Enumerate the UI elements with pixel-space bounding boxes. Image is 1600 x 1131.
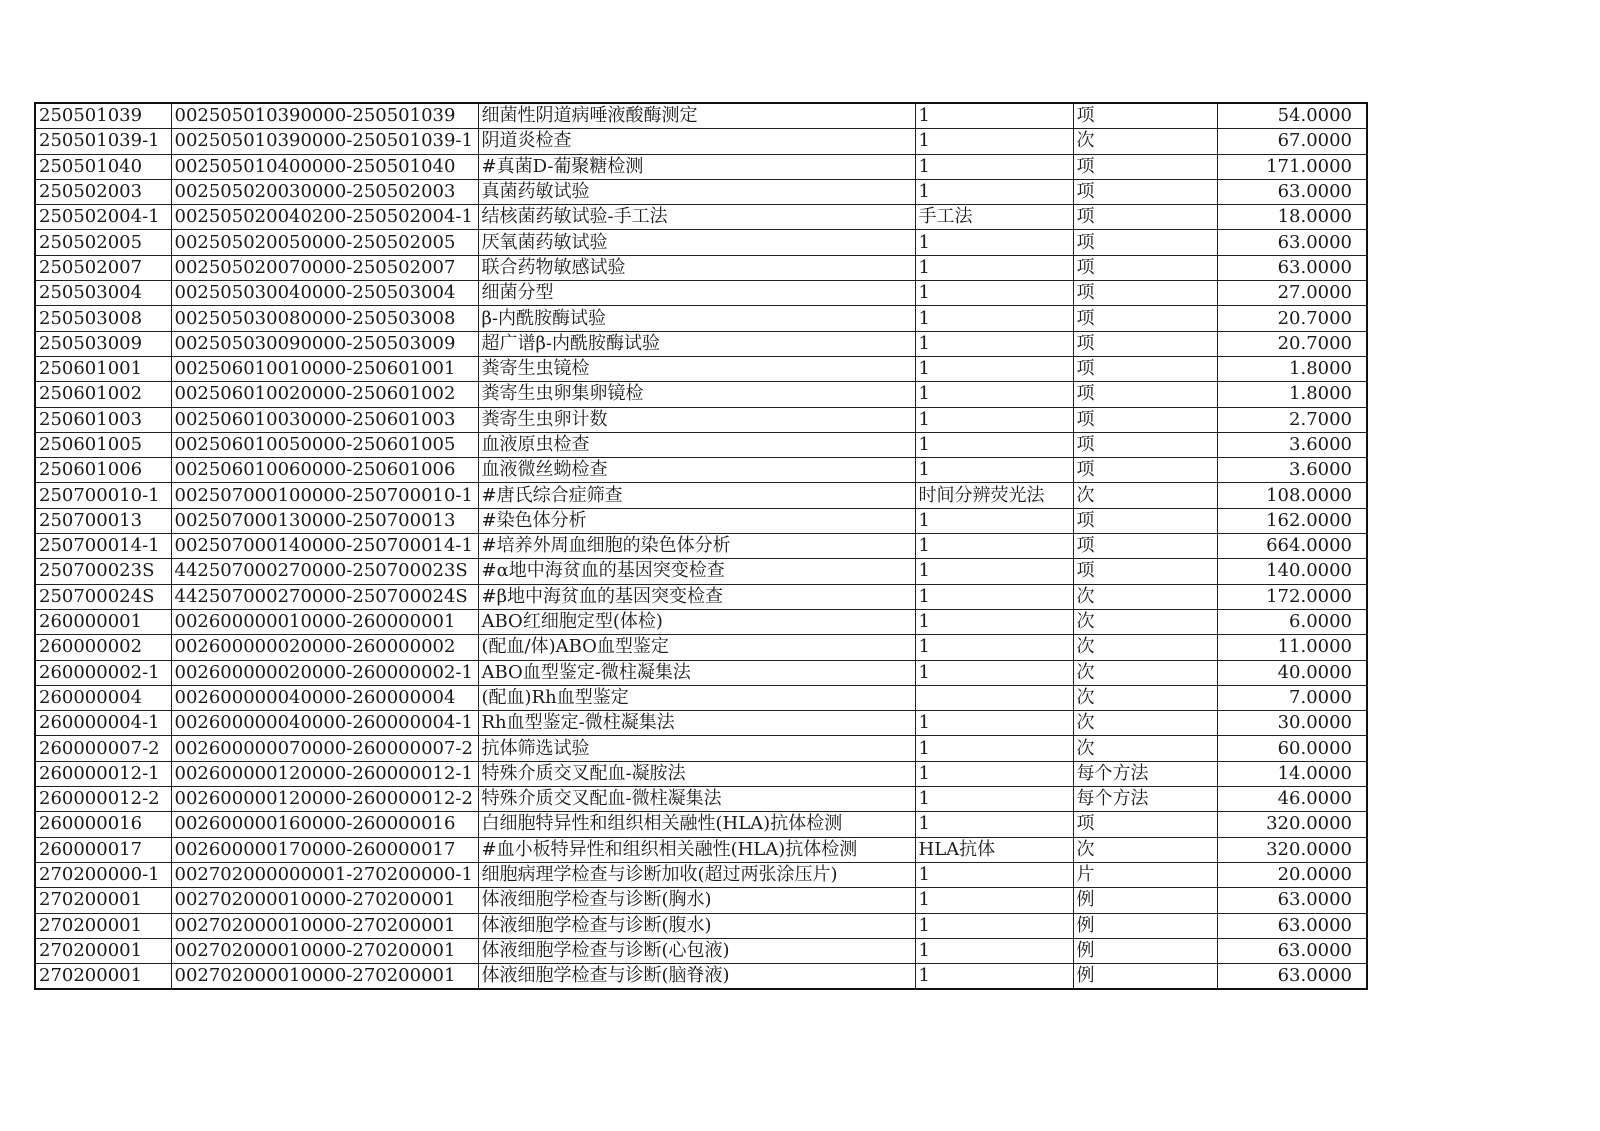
price-cell: 172.0000 (1217, 584, 1367, 609)
method-cell: 1 (915, 230, 1073, 255)
full-code-cell: 002505010390000-250501039 (171, 103, 478, 129)
item-code-cell: 260000012-1 (35, 761, 171, 786)
unit-cell: 项 (1073, 812, 1217, 837)
full-code-cell: 002505020030000-250502003 (171, 179, 478, 204)
unit-cell: 例 (1073, 938, 1217, 963)
unit-cell: 片 (1073, 862, 1217, 887)
table-row (35, 432, 1367, 457)
item-name-cell: 粪寄生虫镜检 (478, 356, 915, 381)
unit-cell: 项 (1073, 458, 1217, 483)
price-cell: 6.0000 (1217, 609, 1367, 634)
item-name-cell: 白细胞特异性和组织相关融性(HLA)抗体检测 (478, 812, 915, 837)
full-code-cell: 002505030080000-250503008 (171, 306, 478, 331)
unit-cell: 次 (1073, 635, 1217, 660)
full-code-cell: 442507000270000-250700023S (171, 559, 478, 584)
unit-cell: 项 (1073, 230, 1217, 255)
item-name-cell: 粪寄生虫卵计数 (478, 407, 915, 432)
unit-cell: 项 (1073, 103, 1217, 129)
full-code-cell: 002702000010000-270200001 (171, 938, 478, 963)
item-code-cell: 250700014-1 (35, 534, 171, 559)
item-code-cell: 250700024S (35, 584, 171, 609)
item-name-cell: 超广谱β-内酰胺酶试验 (478, 331, 915, 356)
table-row (35, 508, 1367, 533)
table-row (35, 103, 1367, 129)
price-cell: 2.7000 (1217, 407, 1367, 432)
price-cell: 46.0000 (1217, 787, 1367, 812)
table-row (35, 483, 1367, 508)
item-code-cell: 250503008 (35, 306, 171, 331)
item-code-cell: 250502004-1 (35, 205, 171, 230)
item-name-cell: 体液细胞学检查与诊断(腹水) (478, 913, 915, 938)
method-cell: 1 (915, 938, 1073, 963)
price-cell: 63.0000 (1217, 888, 1367, 913)
price-cell: 18.0000 (1217, 205, 1367, 230)
method-cell: 1 (915, 255, 1073, 280)
full-code-cell: 002600000010000-260000001 (171, 609, 478, 634)
table-row (35, 938, 1367, 963)
method-cell (915, 685, 1073, 710)
item-code-cell: 250601005 (35, 432, 171, 457)
unit-cell: 项 (1073, 281, 1217, 306)
price-cell: 171.0000 (1217, 154, 1367, 179)
table-row (35, 559, 1367, 584)
item-name-cell: 阴道炎检查 (478, 129, 915, 154)
full-code-cell: 002507000100000-250700010-1 (171, 483, 478, 508)
item-code-cell: 250700010-1 (35, 483, 171, 508)
unit-cell: 次 (1073, 660, 1217, 685)
price-cell: 63.0000 (1217, 230, 1367, 255)
full-code-cell: 002505030090000-250503009 (171, 331, 478, 356)
unit-cell: 次 (1073, 129, 1217, 154)
item-code-cell: 260000004 (35, 685, 171, 710)
table-row (35, 635, 1367, 660)
table-row (35, 736, 1367, 761)
unit-cell: 项 (1073, 205, 1217, 230)
item-code-cell: 270200001 (35, 913, 171, 938)
unit-cell: 次 (1073, 711, 1217, 736)
price-cell: 20.7000 (1217, 331, 1367, 356)
price-cell: 20.0000 (1217, 862, 1367, 887)
method-cell: 1 (915, 913, 1073, 938)
item-code-cell: 250601006 (35, 458, 171, 483)
unit-cell: 例 (1073, 913, 1217, 938)
full-code-cell: 002506010050000-250601005 (171, 432, 478, 457)
item-code-cell: 260000017 (35, 837, 171, 862)
item-code-cell: 260000002-1 (35, 660, 171, 685)
method-cell: 1 (915, 382, 1073, 407)
item-name-cell: 联合药物敏感试验 (478, 255, 915, 280)
full-code-cell: 002600000020000-260000002-1 (171, 660, 478, 685)
method-cell: 1 (915, 559, 1073, 584)
item-code-cell: 250502007 (35, 255, 171, 280)
table-row (35, 888, 1367, 913)
unit-cell: 项 (1073, 154, 1217, 179)
full-code-cell: 002600000070000-260000007-2 (171, 736, 478, 761)
unit-cell: 每个方法 (1073, 787, 1217, 812)
price-cell: 320.0000 (1217, 837, 1367, 862)
unit-cell: 项 (1073, 407, 1217, 432)
unit-cell: 项 (1073, 255, 1217, 280)
table-row (35, 331, 1367, 356)
price-cell: 67.0000 (1217, 129, 1367, 154)
price-cell: 63.0000 (1217, 913, 1367, 938)
method-cell: 1 (915, 761, 1073, 786)
table-row (35, 812, 1367, 837)
price-cell: 54.0000 (1217, 103, 1367, 129)
price-table-body (35, 103, 1367, 989)
table-row (35, 711, 1367, 736)
method-cell: 1 (915, 331, 1073, 356)
full-code-cell: 002702000010000-270200001 (171, 888, 478, 913)
item-name-cell: (配血/体)ABO血型鉴定 (478, 635, 915, 660)
full-code-cell: 002505020050000-250502005 (171, 230, 478, 255)
item-name-cell: #β地中海贫血的基因突变检查 (478, 584, 915, 609)
item-name-cell: 细胞病理学检查与诊断加收(超过两张涂压片) (478, 862, 915, 887)
item-name-cell: 粪寄生虫卵集卵镜检 (478, 382, 915, 407)
item-code-cell: 260000007-2 (35, 736, 171, 761)
method-cell: 1 (915, 154, 1073, 179)
item-code-cell: 260000016 (35, 812, 171, 837)
full-code-cell: 002600000160000-260000016 (171, 812, 478, 837)
full-code-cell: 002506010020000-250601002 (171, 382, 478, 407)
table-row (35, 660, 1367, 685)
item-code-cell: 250700023S (35, 559, 171, 584)
method-cell: 1 (915, 660, 1073, 685)
price-cell: 63.0000 (1217, 255, 1367, 280)
item-name-cell: 血液原虫检查 (478, 432, 915, 457)
unit-cell: 项 (1073, 382, 1217, 407)
method-cell: 1 (915, 635, 1073, 660)
item-code-cell: 260000002 (35, 635, 171, 660)
unit-cell: 次 (1073, 685, 1217, 710)
method-cell: 1 (915, 281, 1073, 306)
unit-cell: 次 (1073, 609, 1217, 634)
price-cell: 664.0000 (1217, 534, 1367, 559)
method-cell: 1 (915, 584, 1073, 609)
item-name-cell: #培养外周血细胞的染色体分析 (478, 534, 915, 559)
item-name-cell: 细菌分型 (478, 281, 915, 306)
full-code-cell: 002702000000001-270200000-1 (171, 862, 478, 887)
full-code-cell: 002600000020000-260000002 (171, 635, 478, 660)
unit-cell: 次 (1073, 736, 1217, 761)
full-code-cell: 002506010010000-250601001 (171, 356, 478, 381)
table-row (35, 205, 1367, 230)
item-code-cell: 270200001 (35, 888, 171, 913)
item-code-cell: 250502003 (35, 179, 171, 204)
table-row (35, 382, 1367, 407)
full-code-cell: 002506010060000-250601006 (171, 458, 478, 483)
unit-cell: 项 (1073, 306, 1217, 331)
price-cell: 1.8000 (1217, 382, 1367, 407)
item-name-cell: 厌氧菌药敏试验 (478, 230, 915, 255)
full-code-cell: 002506010030000-250601003 (171, 407, 478, 432)
item-code-cell: 250501039-1 (35, 129, 171, 154)
method-cell: 1 (915, 711, 1073, 736)
method-cell: 1 (915, 534, 1073, 559)
item-name-cell: #唐氏综合症筛查 (478, 483, 915, 508)
unit-cell: 项 (1073, 331, 1217, 356)
item-name-cell: (配血)Rh血型鉴定 (478, 685, 915, 710)
method-cell: 1 (915, 888, 1073, 913)
price-cell: 40.0000 (1217, 660, 1367, 685)
item-name-cell: 抗体筛选试验 (478, 736, 915, 761)
item-name-cell: 体液细胞学检查与诊断(胸水) (478, 888, 915, 913)
method-cell: 1 (915, 458, 1073, 483)
item-code-cell: 270200001 (35, 938, 171, 963)
method-cell: 1 (915, 407, 1073, 432)
item-code-cell: 250601001 (35, 356, 171, 381)
item-code-cell: 250503004 (35, 281, 171, 306)
price-cell: 63.0000 (1217, 938, 1367, 963)
table-row (35, 837, 1367, 862)
method-cell: HLA抗体 (915, 837, 1073, 862)
method-cell: 1 (915, 356, 1073, 381)
item-code-cell: 250502005 (35, 230, 171, 255)
price-cell: 20.7000 (1217, 306, 1367, 331)
item-name-cell: #α地中海贫血的基因突变检查 (478, 559, 915, 584)
item-name-cell: 特殊介质交叉配血-微柱凝集法 (478, 787, 915, 812)
unit-cell: 例 (1073, 964, 1217, 990)
price-cell: 320.0000 (1217, 812, 1367, 837)
table-row (35, 685, 1367, 710)
table-row (35, 255, 1367, 280)
item-code-cell: 260000001 (35, 609, 171, 634)
price-cell: 3.6000 (1217, 458, 1367, 483)
item-name-cell: β-内酰胺酶试验 (478, 306, 915, 331)
full-code-cell: 002600000040000-260000004 (171, 685, 478, 710)
item-name-cell: #血小板特异性和组织相关融性(HLA)抗体检测 (478, 837, 915, 862)
method-cell: 1 (915, 129, 1073, 154)
full-code-cell: 002505020070000-250502007 (171, 255, 478, 280)
unit-cell: 项 (1073, 432, 1217, 457)
full-code-cell: 002505010390000-250501039-1 (171, 129, 478, 154)
full-code-cell: 002505020040200-250502004-1 (171, 205, 478, 230)
full-code-cell: 002702000010000-270200001 (171, 964, 478, 990)
full-code-cell: 002600000120000-260000012-1 (171, 761, 478, 786)
item-name-cell: 血液微丝蚴检查 (478, 458, 915, 483)
price-cell: 60.0000 (1217, 736, 1367, 761)
method-cell: 1 (915, 508, 1073, 533)
unit-cell: 项 (1073, 179, 1217, 204)
item-code-cell: 250501040 (35, 154, 171, 179)
table-row (35, 761, 1367, 786)
full-code-cell: 442507000270000-250700024S (171, 584, 478, 609)
item-code-cell: 250501039 (35, 103, 171, 129)
price-cell: 140.0000 (1217, 559, 1367, 584)
price-cell: 3.6000 (1217, 432, 1367, 457)
item-name-cell: Rh血型鉴定-微柱凝集法 (478, 711, 915, 736)
price-cell: 14.0000 (1217, 761, 1367, 786)
price-cell: 108.0000 (1217, 483, 1367, 508)
item-code-cell: 260000012-2 (35, 787, 171, 812)
table-row (35, 458, 1367, 483)
item-code-cell: 250601002 (35, 382, 171, 407)
table-row (35, 179, 1367, 204)
item-name-cell: 细菌性阴道病唾液酸酶测定 (478, 103, 915, 129)
full-code-cell: 002600000040000-260000004-1 (171, 711, 478, 736)
price-cell: 63.0000 (1217, 179, 1367, 204)
unit-cell: 每个方法 (1073, 761, 1217, 786)
full-code-cell: 002507000140000-250700014-1 (171, 534, 478, 559)
table-row (35, 584, 1367, 609)
price-cell: 30.0000 (1217, 711, 1367, 736)
unit-cell: 次 (1073, 837, 1217, 862)
unit-cell: 项 (1073, 356, 1217, 381)
table-row (35, 230, 1367, 255)
item-name-cell: #染色体分析 (478, 508, 915, 533)
item-code-cell: 270200001 (35, 964, 171, 990)
table-row (35, 407, 1367, 432)
table-row (35, 306, 1367, 331)
unit-cell: 项 (1073, 534, 1217, 559)
full-code-cell: 002600000120000-260000012-2 (171, 787, 478, 812)
item-code-cell: 250700013 (35, 508, 171, 533)
price-cell: 63.0000 (1217, 964, 1367, 990)
item-name-cell: ABO血型鉴定-微柱凝集法 (478, 660, 915, 685)
table-row (35, 787, 1367, 812)
item-code-cell: 270200000-1 (35, 862, 171, 887)
item-code-cell: 250601003 (35, 407, 171, 432)
price-cell: 11.0000 (1217, 635, 1367, 660)
price-cell: 27.0000 (1217, 281, 1367, 306)
method-cell: 手工法 (915, 205, 1073, 230)
item-code-cell: 260000004-1 (35, 711, 171, 736)
full-code-cell: 002600000170000-260000017 (171, 837, 478, 862)
method-cell: 1 (915, 432, 1073, 457)
unit-cell: 次 (1073, 584, 1217, 609)
price-cell: 162.0000 (1217, 508, 1367, 533)
full-code-cell: 002702000010000-270200001 (171, 913, 478, 938)
method-cell: 1 (915, 179, 1073, 204)
item-name-cell: 特殊介质交叉配血-凝胺法 (478, 761, 915, 786)
method-cell: 时间分辨荧光法 (915, 483, 1073, 508)
unit-cell: 例 (1073, 888, 1217, 913)
table-row (35, 356, 1367, 381)
price-cell: 1.8000 (1217, 356, 1367, 381)
method-cell: 1 (915, 736, 1073, 761)
item-name-cell: 体液细胞学检查与诊断(心包液) (478, 938, 915, 963)
table-row (35, 609, 1367, 634)
full-code-cell: 002507000130000-250700013 (171, 508, 478, 533)
table-row (35, 913, 1367, 938)
table-row (35, 129, 1367, 154)
item-name-cell: #真菌D-葡聚糖检测 (478, 154, 915, 179)
table-row (35, 534, 1367, 559)
item-code-cell: 250503009 (35, 331, 171, 356)
item-name-cell: 体液细胞学检查与诊断(脑脊液) (478, 964, 915, 990)
unit-cell: 项 (1073, 559, 1217, 584)
method-cell: 1 (915, 862, 1073, 887)
method-cell: 1 (915, 812, 1073, 837)
item-name-cell: 真菌药敏试验 (478, 179, 915, 204)
method-cell: 1 (915, 103, 1073, 129)
table-row (35, 281, 1367, 306)
table-row (35, 862, 1367, 887)
item-name-cell: ABO红细胞定型(体检) (478, 609, 915, 634)
full-code-cell: 002505010400000-250501040 (171, 154, 478, 179)
table-row (35, 154, 1367, 179)
unit-cell: 次 (1073, 483, 1217, 508)
method-cell: 1 (915, 306, 1073, 331)
full-code-cell: 002505030040000-250503004 (171, 281, 478, 306)
method-cell: 1 (915, 787, 1073, 812)
method-cell: 1 (915, 964, 1073, 990)
method-cell: 1 (915, 609, 1073, 634)
item-name-cell: 结核菌药敏试验-手工法 (478, 205, 915, 230)
unit-cell: 项 (1073, 508, 1217, 533)
price-table (34, 102, 1368, 990)
price-cell: 7.0000 (1217, 685, 1367, 710)
table-row (35, 964, 1367, 990)
